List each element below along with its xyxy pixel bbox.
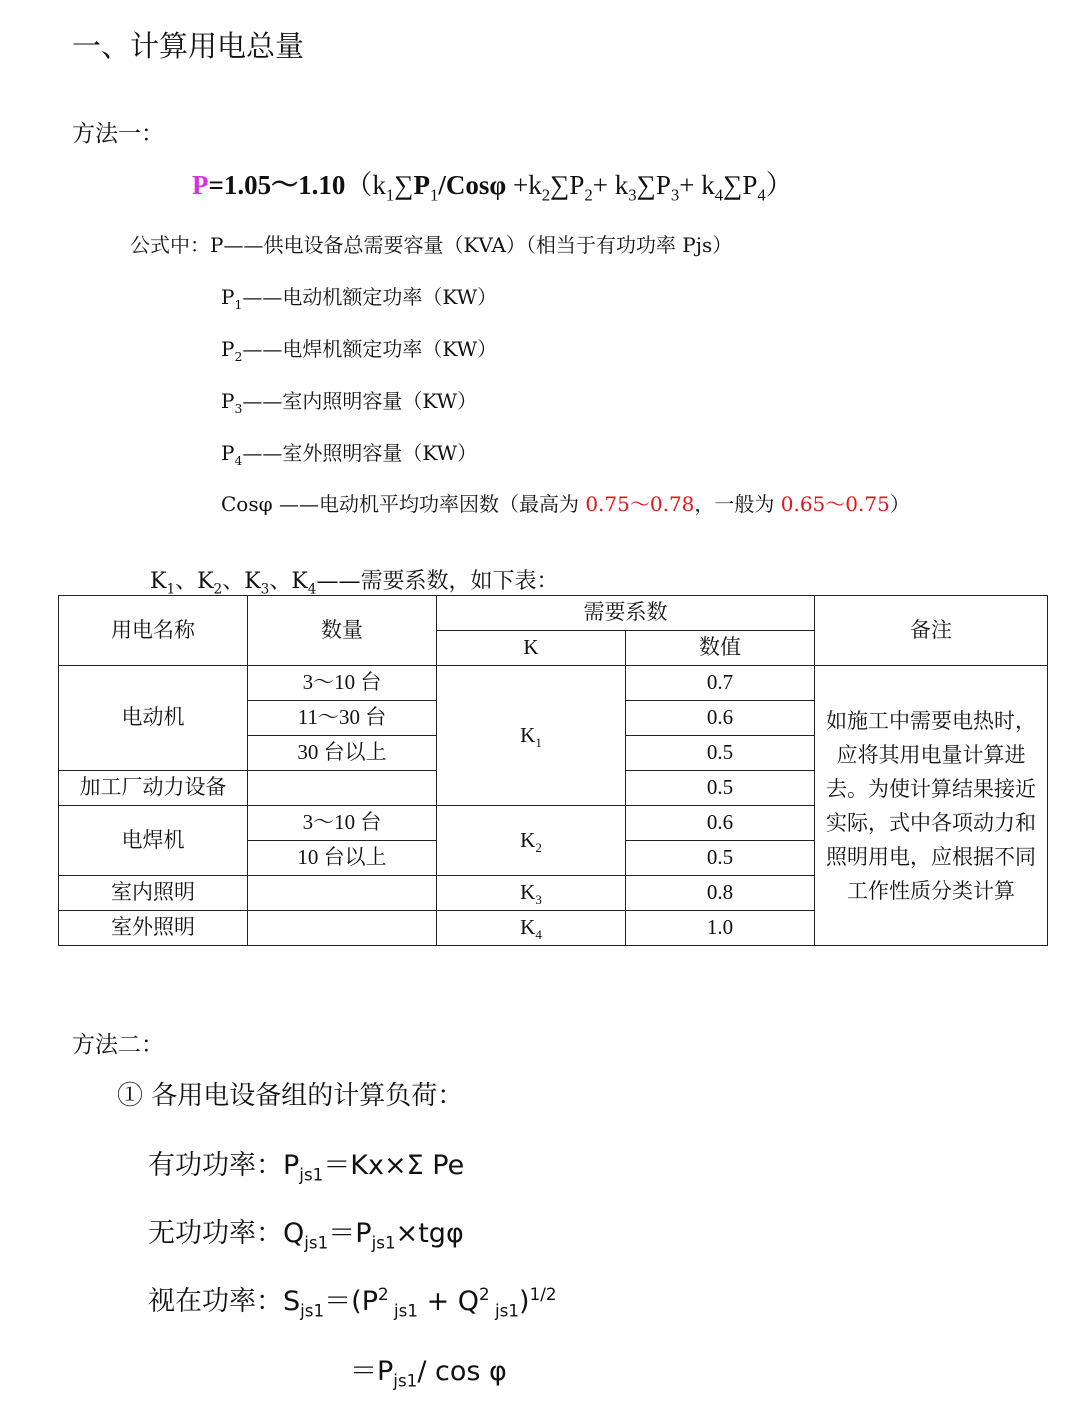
header-value: 数值 bbox=[626, 631, 815, 666]
cell-quantity: 30 台以上 bbox=[248, 736, 437, 771]
header-coef: 需要系数 bbox=[437, 596, 815, 631]
table-caption: $K_1$、$K_2$、$K_3$、$K_4——$需要系数，如下表： bbox=[150, 569, 559, 598]
desc-p2: $P_2——$电焊机额定功率（KW） bbox=[221, 337, 498, 364]
cell-value: 0.7 bbox=[626, 666, 815, 701]
cell-value: 0.8 bbox=[626, 876, 815, 911]
cos-normal-range: 0.65～0.75 bbox=[780, 492, 890, 516]
table-row bbox=[59, 666, 1048, 701]
cell-indoor: 室内照明 bbox=[59, 876, 248, 911]
coefficient-table bbox=[58, 595, 1048, 946]
header-k: K bbox=[437, 631, 626, 666]
section-title: 一、计算用电总量 bbox=[72, 29, 305, 63]
cell-quantity: 3～10 台 bbox=[248, 806, 437, 841]
method1-label: 方法一： bbox=[72, 121, 164, 147]
cell-value: 1.0 bbox=[626, 911, 815, 946]
cell-value: 0.6 bbox=[626, 806, 815, 841]
header-note: 备注 bbox=[815, 596, 1048, 666]
cell-k4: $K_4$ bbox=[437, 911, 626, 946]
cell-quantity-empty bbox=[248, 911, 437, 946]
cell-note: 如施工中需要电热时，应将其用电量计算进去。为使计算结果接近实际，式中各项动力和照明用电，应根据不同工作性质分类计算 bbox=[815, 666, 1048, 946]
formula-apparent-power-alt: $=P_{js1}/$ cos φ bbox=[350, 1356, 507, 1391]
cell-value: 0.5 bbox=[626, 736, 815, 771]
cell-quantity-empty bbox=[248, 876, 437, 911]
desc-p3: $P_3——$室内照明容量（KW） bbox=[221, 389, 478, 416]
formula-reactive-power: 无功功率：$Q_{js1}=P_{js1}\times tg\varphi$ bbox=[148, 1218, 464, 1253]
formula-apparent-power: 视在功率：$S_{js1}=(P^2$ $_{js1} + Q^2$ $_{js1}$)$^{1/2}$ bbox=[148, 1284, 557, 1321]
cell-outdoor: 室外照明 bbox=[59, 911, 248, 946]
formula-active-power: 有功功率：$P_{js1}=Kx\times\Sigma$ Pe bbox=[148, 1150, 465, 1185]
cell-k1: $K_1$ bbox=[437, 666, 626, 806]
cell-k3: $K_3$ bbox=[437, 876, 626, 911]
method2-label: 方法二： bbox=[72, 1032, 164, 1058]
cell-quantity: 11～30 台 bbox=[248, 701, 437, 736]
cell-value: 0.6 bbox=[626, 701, 815, 736]
desc-p1: $P_1——$电动机额定功率（KW） bbox=[221, 285, 498, 312]
cell-motor: 电动机 bbox=[59, 666, 248, 771]
cell-quantity: 10 台以上 bbox=[248, 841, 437, 876]
header-quantity: 数量 bbox=[248, 596, 437, 666]
cell-k2: $K_2$ bbox=[437, 806, 626, 876]
header-name: 用电名称 bbox=[59, 596, 248, 666]
cell-welder: 电焊机 bbox=[59, 806, 248, 876]
table-header-row bbox=[59, 596, 1048, 631]
method1-formula: $P=1.05\sim 1.10(k_1\sum P_1$/Cosφ $+k_2\sum P_2+ k_3\sum P_3+ k_4\sum P_4$） bbox=[192, 170, 793, 205]
cell-value: 0.5 bbox=[626, 841, 815, 876]
method2-item1: ① 各用电设备组的计算负荷： bbox=[117, 1081, 464, 1111]
cell-factory: 加工厂动力设备 bbox=[59, 771, 248, 806]
cos-max-range: 0.75～0.78 bbox=[585, 492, 695, 516]
cell-quantity: 3～10 台 bbox=[248, 666, 437, 701]
desc-p4: $P_4——$室外照明容量（KW） bbox=[221, 441, 478, 468]
desc-cos: Cosφ ——电动机平均功率因数（最高为 0.75～0.78，一般为 0.65～0.75） bbox=[221, 492, 910, 516]
cell-value: 0.5 bbox=[626, 771, 815, 806]
cell-quantity-empty bbox=[248, 771, 437, 806]
desc-intro: 公式中：P——供电设备总需要容量（KVA）（相当于有功功率 Pjs） bbox=[130, 233, 733, 257]
